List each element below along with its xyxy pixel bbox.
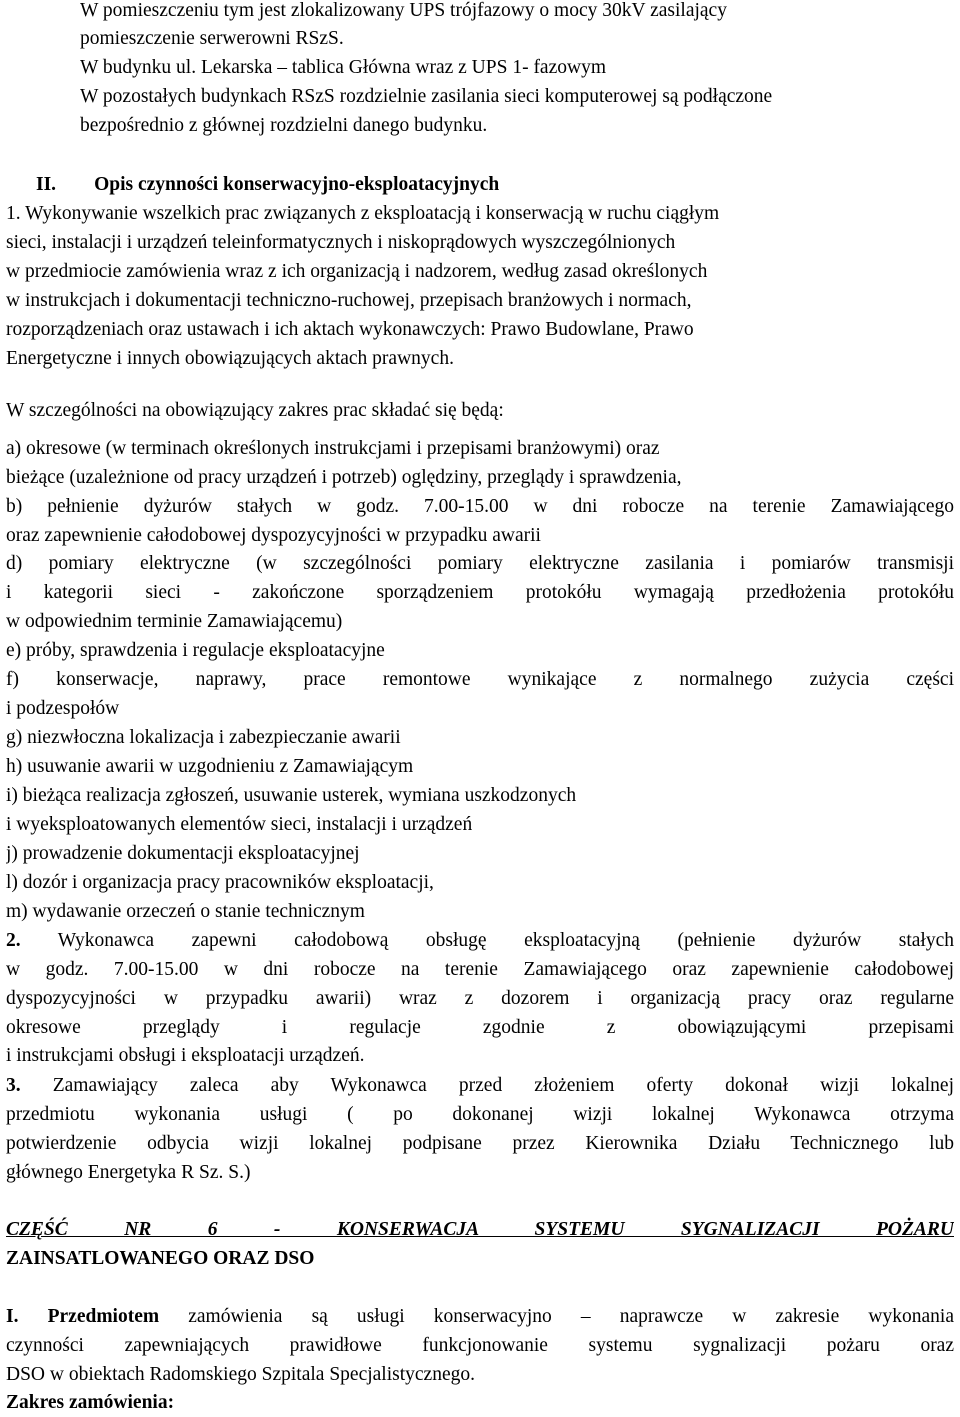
part-6-heading-line-1: CZĘŚĆ NR 6 - KONSERWACJA SYSTEMU SYGNALIZACJI POŻARU xyxy=(6,1219,954,1240)
intro-line-3: W budynku ul. Lekarska – tablica Główna wraz z UPS 1- fazowym xyxy=(80,57,606,78)
subject-text-1: zamówienia są usługi konserwacyjno – naprawcze w zakresie wykonania xyxy=(159,1306,954,1327)
scope-line-3: b) pełnienie dyżurów stałych w godz. 7.00-15.00 w dni robocze na terenie Zamawiającego xyxy=(6,496,954,517)
point-2-line-1 xyxy=(6,926,954,955)
point-2-text-1: Wykonawca zapewni całodobową obsługę eksploatacyjną (pełnienie dyżurów stałych xyxy=(20,930,954,951)
scope-line-13: i) bieżąca realizacja zgłoszeń, usuwanie usterek, wymiana uszkodzonych xyxy=(6,785,577,806)
point-2-line-3: dyspozycyjności w przypadku awarii) wraz z dozorem i organizacją pracy oraz regularne xyxy=(6,988,954,1009)
point-3-number: 3. xyxy=(6,1075,21,1096)
scope-line-10: i podzespołów xyxy=(6,698,120,719)
scope-line-2: bieżące (uzależnione od pracy urządzeń i potrzeb) oględziny, przeglądy i sprawdzenia, xyxy=(6,467,682,488)
section-2-number: II. xyxy=(36,174,57,195)
scope-line-15: j) prowadzenie dokumentacji eksploatacyjnej xyxy=(6,843,360,864)
scope-line-14: i wyeksploatowanych elementów sieci, instalacji i urządzeń xyxy=(6,814,473,835)
scope-line-6: i kategorii sieci - zakończone sporządzeniem protokółu wymagają przedłożenia protokółu xyxy=(6,582,954,603)
point-1-line-3: w przedmiocie zamówienia wraz z ich organizacją i nadzorem, według zasad określonych xyxy=(6,261,708,282)
scope-of-order-heading: Zakres zamówienia: xyxy=(6,1392,175,1413)
scope-line-5: d) pomiary elektryczne (w szczególności pomiary elektryczne zasilania i pomiarów transmisji xyxy=(6,553,954,574)
point-1-line-1: 1. Wykonywanie wszelkich prac związanych z eksploatacją i konserwacją w ruchu ciągłym xyxy=(6,203,720,224)
scope-line-9: f) konserwacje, naprawy, prace remontowe wynikające z normalnego zużycia części xyxy=(6,669,954,690)
point-1-line-5: rozporządzeniach oraz ustawach i ich aktach wykonawczych: Prawo Budowlane, Prawo xyxy=(6,319,694,340)
point-2-number: 2. xyxy=(6,930,21,951)
scope-line-11: g) niezwłoczna lokalizacja i zabezpieczanie awarii xyxy=(6,727,401,748)
scope-line-12: h) usuwanie awarii w uzgodnieniu z Zamawiającym xyxy=(6,756,414,777)
point-3-line-2: przedmiotu wykonania usługi ( po dokonanej wizji lokalnej Wykonawca otrzyma xyxy=(6,1104,954,1125)
scope-intro: W szczególności na obowiązujący zakres prac składać się będą: xyxy=(6,400,504,421)
section-2-heading xyxy=(36,170,954,199)
point-3-line-1 xyxy=(6,1071,954,1100)
intro-line-2: pomieszczenie serwerowni RSzS. xyxy=(80,28,344,49)
point-3-line-3: potwierdzenie odbycia wizji lokalnej podpisane przez Kierownika Działu Technicznego lub xyxy=(6,1133,954,1154)
subject-line-1 xyxy=(6,1302,954,1331)
point-3-text-1: Zamawiający zaleca aby Wykonawca przed złożeniem oferty dokonał wizji lokalnej xyxy=(20,1075,954,1096)
scope-line-17: m) wydawanie orzeczeń o stanie technicznym xyxy=(6,901,365,922)
point-1-line-2: sieci, instalacji i urządzeń teleinformatycznych i niskoprądowych wyszczególnionych xyxy=(6,232,676,253)
point-1-line-6: Energetyczne i innych obowiązujących aktach prawnych. xyxy=(6,348,454,369)
subject-keyword: Przedmiotem xyxy=(47,1306,160,1327)
point-1-line-4: w instrukcjach i dokumentacji techniczno-ruchowej, przepisach branżowych i normach, xyxy=(6,290,692,311)
scope-line-16: l) dozór i organizacja pracy pracowników eksploatacji, xyxy=(6,872,434,893)
point-3-line-4: głównego Energetyka R Sz. S.) xyxy=(6,1162,251,1183)
part-6-heading-line-2: ZAINSATLOWANEGO ORAZ DSO xyxy=(6,1248,315,1269)
scope-line-4: oraz zapewnienie całodobowej dyspozycyjności w przypadku awarii xyxy=(6,525,541,546)
subject-number: I. xyxy=(6,1306,19,1327)
point-2-line-5: i instrukcjami obsługi i eksploatacji urządzeń. xyxy=(6,1045,365,1066)
intro-line-1: W pomieszczeniu tym jest zlokalizowany UPS trójfazowy o mocy 30kV zasilający xyxy=(80,0,727,21)
subject-line-2: czynności zapewniających prawidłowe funkcjonowanie systemu sygnalizacji pożaru oraz xyxy=(6,1335,954,1356)
scope-line-8: e) próby, sprawdzenia i regulacje eksploatacyjne xyxy=(6,640,385,661)
intro-line-5: bezpośrednio z głównej rozdzielni danego budynku. xyxy=(80,115,488,136)
subject-line-3: DSO w obiektach Radomskiego Szpitala Specjalistycznego. xyxy=(6,1364,475,1385)
scope-line-1: a) okresowe (w terminach określonych instrukcjami i przepisami branżowymi) oraz xyxy=(6,438,660,459)
point-2-line-4: okresowe przeglądy i regulacje zgodnie z obowiązującymi przepisami xyxy=(6,1017,954,1038)
section-2-title: Opis czynności konserwacyjno-eksploatacyjnych xyxy=(94,174,500,195)
intro-line-4: W pozostałych budynkach RSzS rozdzielnie zasilania sieci komputerowej są podłączone xyxy=(80,86,773,107)
scope-line-7: w odpowiednim terminie Zamawiającemu) xyxy=(6,611,343,632)
point-2-line-2: w godz. 7.00-15.00 w dni robocze na terenie Zamawiającego oraz zapewnienie całodobowej xyxy=(6,959,954,980)
